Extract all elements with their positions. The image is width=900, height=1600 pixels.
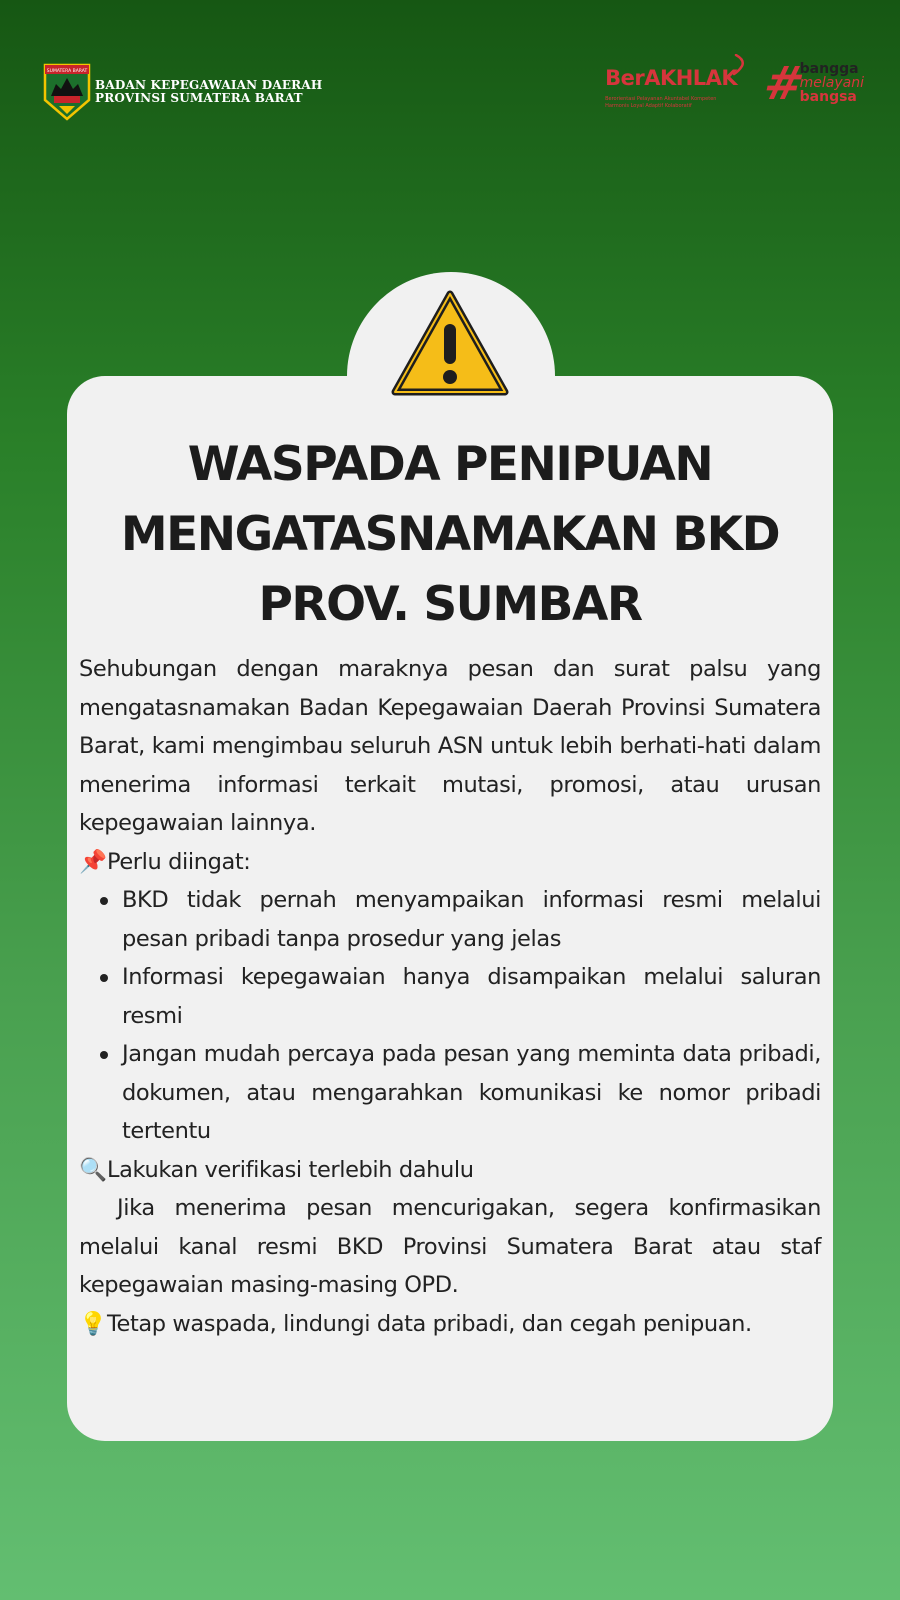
lightbulb-icon: 💡 — [79, 1310, 107, 1337]
warning-triangle-icon — [389, 288, 511, 400]
notice-body — [79, 650, 821, 1343]
berakhlak-swoosh-icon — [733, 54, 747, 76]
slogan-word-bangsa: bangsa — [799, 89, 857, 105]
title-line2: MENGATASNAMAKAN BKD — [120, 507, 780, 562]
notice-title — [67, 430, 833, 640]
closing-text: Tetap waspada, lindungi data pribadi, dan cegah penipuan. — [107, 1310, 752, 1337]
berakhlak-tagline — [605, 96, 753, 110]
slogan-word-bangga: bangga — [799, 61, 859, 77]
campaign-logos — [605, 52, 864, 114]
verify-paragraph — [79, 1189, 821, 1305]
slogan-words — [800, 62, 864, 104]
reminder-list — [79, 881, 821, 1151]
verify-heading: Lakukan verifikasi terlebih dahulu — [107, 1156, 474, 1183]
berakhlak-wordmark: BerAKHLAK — [605, 66, 738, 90]
verify-text: Jika menerima pesan mencurigakan, segera konfirmasikan melalui kanal resmi BKD Provinsi Sumatera Barat atau staf kepegawaian masing-masing OPD. — [79, 1195, 821, 1298]
verify-heading-row — [79, 1151, 821, 1190]
intro-paragraph: Sehubungan dengan maraknya pesan dan surat palsu yang mengatasnamakan Badan Kepegawaian Daerah Provinsi Sumatera Barat, kami mengimbau seluruh ASN untuk lebih berhati-hati dalam menerima informasi terkait mutasi, promosi, atau urusan kepegawaian lainnya. — [79, 656, 821, 836]
agency-brand — [42, 62, 322, 122]
pushpin-icon: 📌 — [79, 848, 107, 875]
title-line3: PROV. SUMBAR — [258, 577, 642, 632]
list-item: BKD tidak pernah menyampaikan informasi resmi melalui pesan pribadi tanpa prosedur yang jelas — [79, 881, 821, 958]
agency-name-line2: PROVINSI SUMATERA BARAT — [95, 91, 303, 105]
slogan-word-melayani: melayani — [799, 75, 864, 91]
title-line1: WASPADA PENIPUAN — [187, 437, 713, 492]
reminder-heading-row — [79, 843, 821, 882]
hashtag-icon: # — [759, 56, 810, 110]
magnifier-icon: 🔍 — [79, 1156, 107, 1183]
berakhlak-logo — [605, 52, 751, 114]
bangga-melayani-logo — [759, 56, 864, 110]
agency-name-line1: BADAN KEPEGAWAIAN DAERAH — [95, 78, 323, 92]
agency-name — [95, 79, 322, 105]
list-item: Jangan mudah percaya pada pesan yang meminta data pribadi, dokumen, atau mengarahkan komunikasi ke nomor pribadi tertentu — [79, 1035, 821, 1151]
berakhlak-tagline-line1: Berorientasi Pelayanan Akuntabel Kompeten — [605, 96, 717, 102]
closing-paragraph — [79, 1305, 821, 1344]
sumbar-crest-icon — [42, 62, 92, 122]
crest-label: SUMATERA BARAT — [46, 69, 88, 74]
berakhlak-tagline-line2: Harmonis Loyal Adaptif Kolaboratif — [605, 103, 692, 109]
list-item: Informasi kepegawaian hanya disampaikan melalui saluran resmi — [79, 958, 821, 1035]
reminder-heading: Perlu diingat: — [107, 848, 251, 875]
